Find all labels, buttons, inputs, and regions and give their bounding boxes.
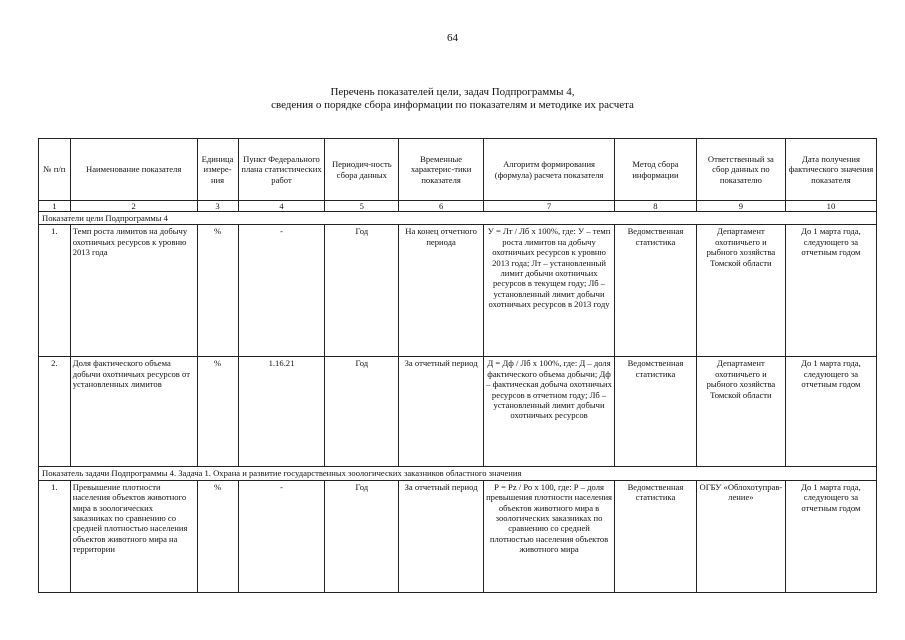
unit-cell: % <box>197 225 238 357</box>
column-number: 5 <box>325 201 399 212</box>
method-cell: Ведомственная статистика <box>615 225 697 357</box>
section-row <box>39 467 877 480</box>
date-cell: До 1 марта года, следующего за отчетным годом <box>785 480 876 592</box>
column-number: 8 <box>615 201 697 212</box>
header-cell: № п/п <box>39 139 71 201</box>
header-cell: Временные характерис-тики показателя <box>399 139 484 201</box>
plan-cell: - <box>238 225 325 357</box>
column-number: 7 <box>484 201 615 212</box>
responsible-cell: Департамент охотничьего и рыбного хозяйства Томской области <box>696 357 785 467</box>
indicator-name: Темп роста лимитов на добычу охотничьих ресурсов к уровню 2013 года <box>70 225 197 357</box>
periodicity-cell: Год <box>325 357 399 467</box>
row-number: 1. <box>39 480 71 592</box>
responsible-cell: ОГБУ «Облохотуправ-ление» <box>696 480 785 592</box>
header-cell: Метод сбора информации <box>615 139 697 201</box>
header-cell: Ответственный за сбор данных по показателю <box>696 139 785 201</box>
column-number: 3 <box>197 201 238 212</box>
column-number: 10 <box>785 201 876 212</box>
indicator-name: Превышение плотности населения объектов животного мира в зоологических заказниках по сравнению со средней плотностью населения объектов животного мира на территории <box>70 480 197 592</box>
time-cell: За отчетный период <box>399 480 484 592</box>
column-number: 6 <box>399 201 484 212</box>
unit-cell: % <box>197 357 238 467</box>
header-cell: Периодич-ность сбора данных <box>325 139 399 201</box>
formula-cell: Р = Pz / Ро х 100, где: Р – доля превышения плотности населения объектов животного мира в зоологических заказниках по сравнению со средней плотностью населения объектов животного мира <box>484 480 615 592</box>
periodicity-cell: Год <box>325 225 399 357</box>
header-cell: Единица измере-ния <box>197 139 238 201</box>
table-row <box>39 225 877 357</box>
page-title <box>0 86 905 112</box>
row-number: 2. <box>39 357 71 467</box>
table-row <box>39 357 877 467</box>
header-cell: Дата получения фактического значения показателя <box>785 139 876 201</box>
title-line-2: сведения о порядке сбора информации по показателям и методике их расчета <box>271 99 634 111</box>
section-heading: Показатели цели Подпрограммы 4 <box>39 212 877 225</box>
column-number-row <box>39 201 877 212</box>
page-number: 64 <box>447 32 458 44</box>
column-number: 9 <box>696 201 785 212</box>
responsible-cell: Департамент охотничьего и рыбного хозяйства Томской области <box>696 225 785 357</box>
section-row <box>39 212 877 225</box>
time-cell: За отчетный период <box>399 357 484 467</box>
plan-cell: 1.16.21 <box>238 357 325 467</box>
header-row <box>39 139 877 201</box>
method-cell: Ведомственная статистика <box>615 357 697 467</box>
method-cell: Ведомственная статистика <box>615 480 697 592</box>
periodicity-cell: Год <box>325 480 399 592</box>
row-number: 1. <box>39 225 71 357</box>
header-cell: Наименование показателя <box>70 139 197 201</box>
indicator-name: Доля фактического объема добычи охотничьих ресурсов от установленных лимитов <box>70 357 197 467</box>
header-cell: Пункт Федерального плана статистических работ <box>238 139 325 201</box>
column-number: 1 <box>39 201 71 212</box>
time-cell: На конец отчетного периода <box>399 225 484 357</box>
header-cell: Алгоритм формирования (формула) расчета показателя <box>484 139 615 201</box>
column-number: 2 <box>70 201 197 212</box>
formula-cell: У = Лт / Лб х 100%, где: У – темп роста лимитов на добычу охотничьих ресурсов к уровню 2013 года; Лт – установленный лимит добычи охотничьих ресурсов в текущем году; Лб – установленный лимит добычи охотничьих ресурсов в 2013 году <box>484 225 615 357</box>
indicators-table <box>38 138 877 593</box>
column-number: 4 <box>238 201 325 212</box>
date-cell: До 1 марта года, следующего за отчетным годом <box>785 225 876 357</box>
title-line-1: Перечень показателей цели, задач Подпрограммы 4, <box>330 86 575 98</box>
date-cell: До 1 марта года, следующего за отчетным годом <box>785 357 876 467</box>
unit-cell: % <box>197 480 238 592</box>
formula-cell: Д = Дф / Лб х 100%, где: Д – доля фактического объема добычи; Дф – фактическая добыча охотничьих ресурсов в отчетном году; Лб – установленный лимит добычи охотничьих ресурсов <box>484 357 615 467</box>
section-heading: Показатель задачи Подпрограммы 4. Задача 1. Охрана и развитие государственных зоологических заказников областного значения <box>39 467 877 480</box>
table-row <box>39 480 877 592</box>
plan-cell: - <box>238 480 325 592</box>
